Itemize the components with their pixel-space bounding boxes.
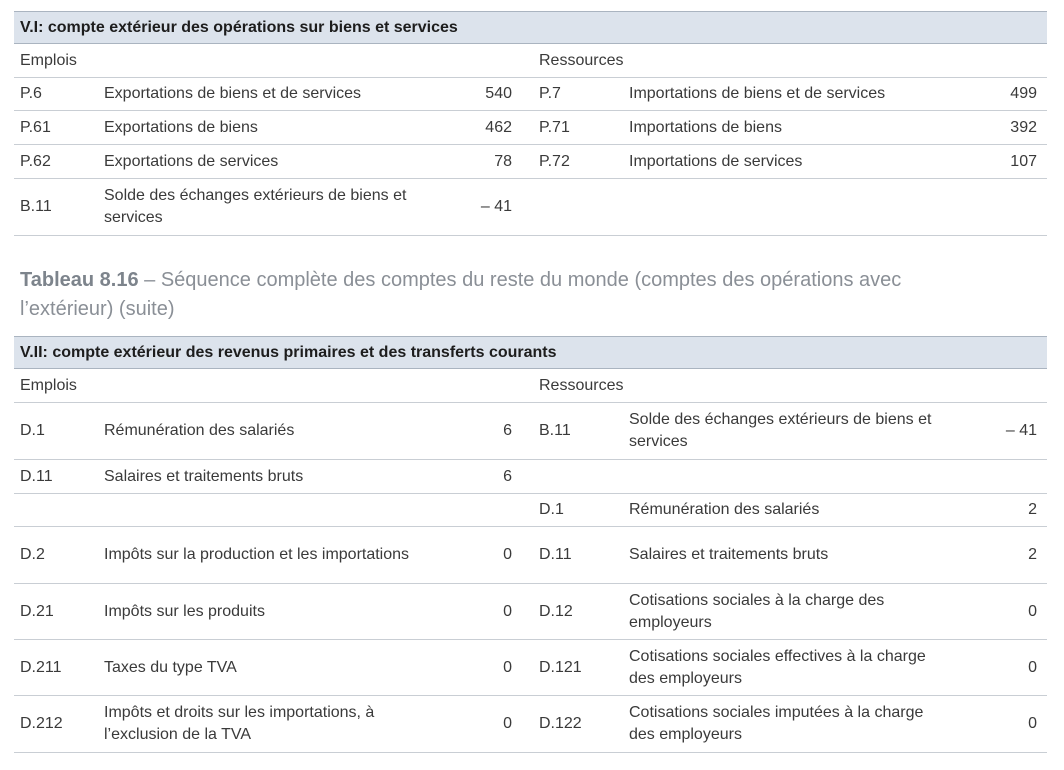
row-code: D.2	[20, 546, 45, 563]
row-code: D.21	[20, 602, 54, 620]
row-code: P.71	[539, 118, 570, 136]
table-row	[14, 179, 1047, 236]
row-code: P.7	[539, 85, 561, 102]
table-v1	[14, 11, 1047, 236]
table-v2	[14, 336, 1047, 753]
row-value	[434, 494, 514, 526]
table-v1-title: V.I: compte extérieur des opérations sur biens et services	[14, 11, 1047, 44]
row-label: Impôts et droits sur les importations, à l’exclusion de la TVA	[104, 704, 375, 743]
row-code: D.122	[539, 715, 582, 732]
table-row	[14, 584, 1047, 640]
row-value	[959, 460, 1039, 493]
table-row	[14, 403, 1047, 460]
row-code: B.11	[539, 422, 571, 439]
row-code: D.12	[539, 602, 573, 620]
row-value: – 41	[1005, 422, 1037, 439]
row-code: D.1	[20, 422, 45, 439]
row-value: 2	[1028, 501, 1037, 518]
table-caption	[20, 266, 920, 324]
caption-number: Tableau 8.16	[20, 269, 139, 291]
row-code: D.121	[539, 658, 582, 676]
table-row	[14, 460, 1047, 494]
row-code: D.1	[539, 501, 564, 518]
row-code	[539, 460, 629, 493]
table-v2-side-headers	[14, 369, 1047, 403]
row-code: D.11	[20, 467, 53, 485]
row-value: 0	[1028, 658, 1037, 676]
table-row	[14, 78, 1047, 111]
row-value: 0	[503, 546, 512, 563]
row-label: Solde des échanges extérieurs de biens et services	[629, 411, 932, 450]
row-value: – 41	[480, 198, 512, 215]
row-label: Importations de services	[629, 152, 803, 170]
row-label: Salaires et traitements bruts	[104, 467, 304, 485]
row-label: Rémunération des salariés	[629, 501, 820, 518]
row-label: Importations de biens	[629, 118, 782, 136]
table-row	[14, 527, 1047, 584]
row-label	[104, 494, 434, 526]
row-code: P.62	[20, 152, 51, 170]
row-label: Salaires et traitements bruts	[629, 546, 829, 563]
row-code: D.212	[20, 715, 63, 732]
table-row	[14, 696, 1047, 753]
row-value: 0	[503, 715, 512, 732]
row-code: D.11	[539, 546, 572, 563]
row-label: Cotisations sociales effectives à la charge des employeurs	[629, 647, 926, 687]
table-row	[14, 111, 1047, 145]
row-value: 107	[1010, 152, 1037, 170]
table-row	[14, 640, 1047, 696]
row-code: D.211	[20, 658, 62, 676]
row-label	[629, 460, 959, 493]
row-value: 392	[1010, 118, 1037, 136]
ressources-header: Ressources	[539, 51, 624, 69]
row-value: 78	[494, 152, 512, 170]
row-code: B.11	[20, 198, 52, 215]
row-value: 6	[503, 422, 512, 439]
row-label: Solde des échanges extérieurs de biens et services	[104, 187, 407, 226]
row-value: 0	[503, 602, 512, 620]
table-v1-side-headers	[14, 44, 1047, 78]
row-value: 540	[485, 85, 512, 102]
table-v2-title: V.II: compte extérieur des revenus primaires et des transferts courants	[14, 336, 1047, 369]
row-value: 0	[1028, 602, 1037, 620]
row-label: Importations de biens et de services	[629, 85, 886, 102]
row-value	[959, 179, 1039, 235]
table-row	[14, 494, 1047, 527]
caption-text: – Séquence complète des comptes du reste du monde (comptes des opérations avec l’extérieur) (suite)	[20, 269, 902, 320]
row-value: 2	[1028, 546, 1037, 563]
emplois-header: Emplois	[20, 376, 77, 394]
row-code	[539, 179, 629, 235]
row-label: Taxes du type TVA	[104, 658, 237, 676]
row-code: P.72	[539, 152, 570, 170]
emplois-header: Emplois	[20, 51, 77, 69]
table-row	[14, 145, 1047, 179]
row-label: Cotisations sociales à la charge des employeurs	[629, 591, 885, 631]
row-label: Exportations de biens et de services	[104, 85, 362, 102]
row-value: 6	[503, 467, 512, 485]
row-label: Impôts sur les produits	[104, 602, 265, 620]
row-label: Impôts sur la production et les importations	[104, 546, 410, 563]
row-code	[14, 494, 104, 526]
row-label: Rémunération des salariés	[104, 422, 295, 439]
row-value: 0	[503, 658, 512, 676]
row-code: P.61	[20, 118, 51, 136]
row-value: 462	[485, 118, 512, 136]
ressources-header: Ressources	[539, 376, 624, 394]
row-code: P.6	[20, 85, 42, 102]
row-label: Cotisations sociales imputées à la charge des employeurs	[629, 704, 924, 743]
row-label: Exportations de biens	[104, 118, 258, 136]
row-label: Exportations de services	[104, 152, 279, 170]
row-value: 499	[1010, 85, 1037, 102]
row-value: 0	[1028, 715, 1037, 732]
row-label	[629, 179, 959, 235]
